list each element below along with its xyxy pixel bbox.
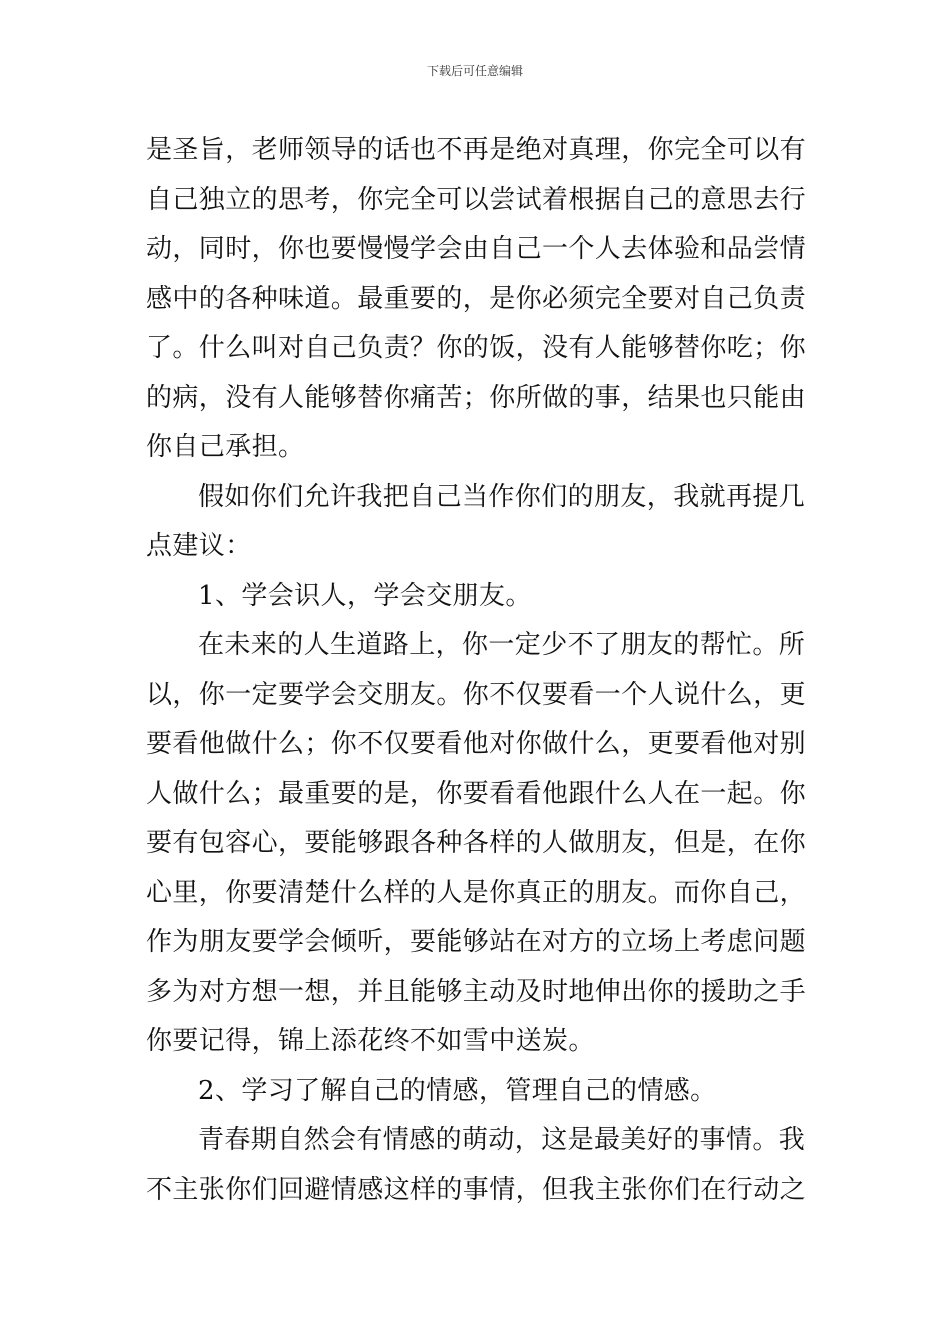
paragraph-start-line: 在未来的人生道路上，你一定少不了朋友的帮忙。所 [198, 630, 806, 660]
text-line: 不主张你们回避情感这样的事情，但我主张你们在行动之 [146, 1174, 807, 1205]
text-line: 感中的各种味道。最重要的，是你必须完全要对自己负责 [146, 283, 807, 314]
page-header: 下载后可任意编辑 [426, 64, 523, 78]
text-line: 你自己承担。 [146, 432, 305, 462]
section-heading-1: 1、学会识人，学会交朋友。 [198, 580, 532, 611]
text-line: 多为对方想一想，并且能够主动及时地伸出你的援助之手 [146, 976, 807, 1007]
paragraph-start-line: 假如你们允许我把自己当作你们的朋友，我就再提几 [198, 481, 806, 512]
text-line: 人做什么；最重要的是，你要看看他跟什么人在一起。你 [146, 778, 807, 809]
text-line: 是圣旨，老师领导的话也不再是绝对真理，你完全可以有 [146, 135, 807, 165]
text-line: 的病，没有人能够替你痛苦；你所做的事，结果也只能由 [146, 382, 807, 413]
paragraph-start-line: 青春期自然会有情感的萌动，这是最美好的事情。我 [198, 1125, 806, 1155]
text-line: 点建议： [146, 531, 252, 561]
text-line: 要看他做什么；你不仅要看他对你做什么，更要看他对别 [146, 729, 807, 759]
text-line: 作为朋友要学会倾听，要能够站在对方的立场上考虑问题 [146, 927, 807, 957]
text-line: 了。什么叫对自己负责？你的饭，没有人能够替你吃；你 [146, 333, 807, 363]
text-line: 动，同时，你也要慢慢学会由自己一个人去体验和品尝情 [146, 234, 807, 264]
text-line: 你要记得，锦上添花终不如雪中送炭。 [146, 1026, 595, 1056]
section-heading-2: 2、学习了解自己的情感，管理自己的情感。 [198, 1075, 717, 1106]
text-line: 心里，你要清楚什么样的人是你真正的朋友。而你自己， [146, 877, 807, 908]
document-body [146, 126, 808, 1215]
text-line: 要有包容心，要能够跟各种各样的人做朋友，但是，在你 [146, 828, 807, 858]
text-line: 自己独立的思考，你完全可以尝试着根据自己的意思去行 [146, 184, 807, 215]
text-line: 以，你一定要学会交朋友。你不仅要看一个人说什么，更 [146, 679, 807, 710]
